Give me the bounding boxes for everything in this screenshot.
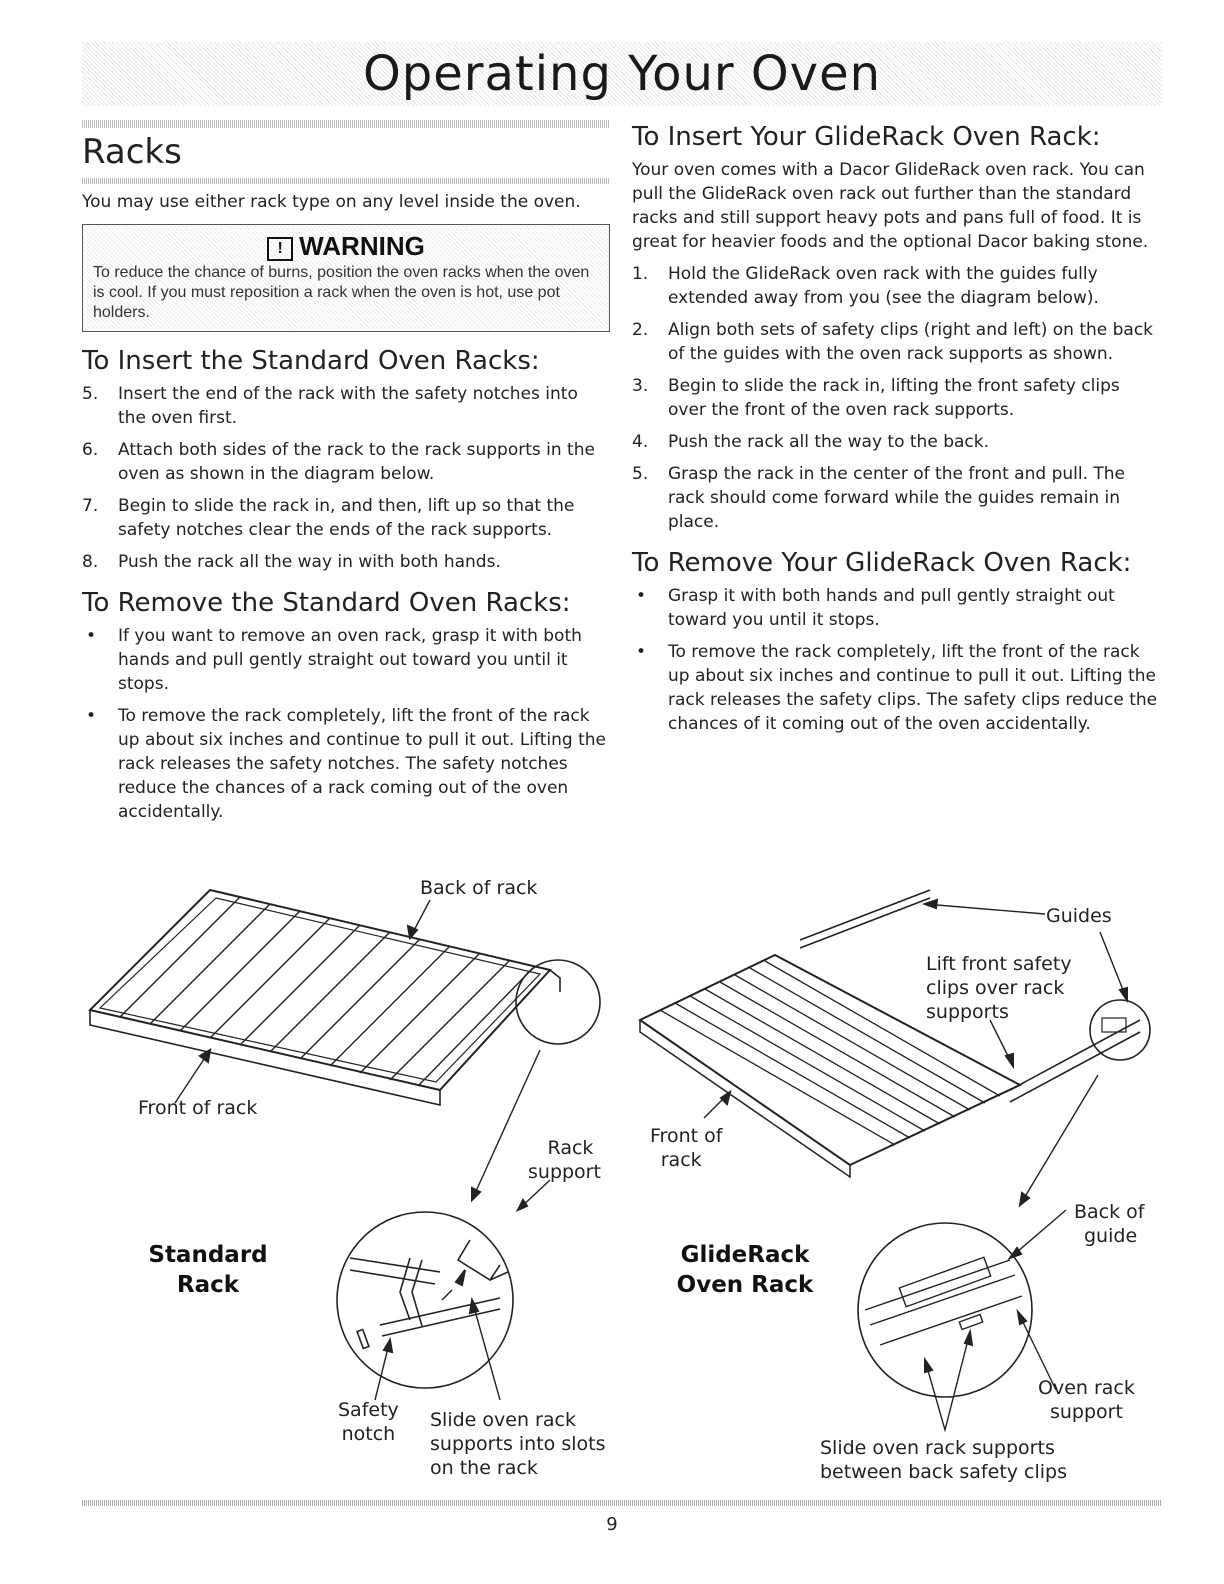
rack-frame [90, 890, 550, 1090]
back-guide-detail [858, 1223, 1032, 1397]
list-item: 4. Push the rack all the way to the back. [632, 432, 989, 452]
remove-standard-title: To Remove the Standard Oven Racks: [82, 588, 571, 618]
standard-rack-title: Standard Rack [148, 1242, 268, 1298]
warning-heading [93, 229, 599, 263]
section-rule [82, 120, 610, 128]
list-item: 5. Grasp the rack in the center of the front and pull. The rack should come forward while the guides remain in place. [632, 464, 1125, 532]
list-item: 7. Begin to slide the rack in, and then, lift up so that the safety notches clear the ends of the rack supports. [82, 496, 575, 540]
list-item: 2. Align both sets of safety clips (right and left) on the back of the guides with the oven rack supports as shown. [632, 320, 1154, 364]
guides-label: Guides [1046, 905, 1112, 927]
glide-intro: Your oven comes with a Dacor GlideRack oven rack. You can pull the GlideRack oven rack out further than the standard racks and still support heavy pots and pans full of food. It is great for heavier foods and the optional Dacor baking stone. [632, 160, 1149, 252]
remove-standard-bullets [82, 624, 610, 824]
slide-into-slots-label: Slide oven rack supports into slots on the rack [430, 1409, 606, 1479]
rack-support-detail [337, 1212, 513, 1388]
page-number: 9 [606, 1514, 618, 1535]
insert-standard-title: To Insert the Standard Oven Racks: [82, 346, 540, 376]
insert-glide-title: To Insert Your GlideRack Oven Rack: [632, 122, 1101, 152]
list-item: 1. Hold the GlideRack oven rack with the guides fully extended away from you (see the diagram below). [632, 264, 1099, 308]
insert-glide-steps [632, 262, 1162, 534]
glide-front-of-rack-label: Front of rack [650, 1125, 723, 1171]
warning-text: To reduce the chance of burns, position the oven racks when the oven is cool. If you must reposition a rack when the oven is hot, use pot holders. [93, 264, 590, 321]
list-item: 8. Push the rack all the way in with both hands. [82, 552, 501, 572]
list-item: • Grasp it with both hands and pull gently straight out toward you until it stops. [636, 586, 1115, 630]
section-title-racks: Racks [82, 132, 182, 172]
page-title: Operating Your Oven [362, 46, 882, 102]
list-item: 3. Begin to slide the rack in, lifting the front safety clips over the front of the oven rack supports. [632, 376, 1120, 420]
list-item: • To remove the rack completely, lift the front of the rack up about six inches and continue to pull it out. Lifting the rack releases the safety clips. The safety clips reduce the chances of it coming out of the oven accidentally. [636, 642, 1158, 734]
right-column [632, 120, 1162, 744]
insert-standard-steps [82, 382, 610, 574]
bullet-icon: • [636, 586, 647, 606]
page-header-banner [82, 42, 1162, 106]
bullet-icon: • [86, 706, 97, 726]
left-column [82, 120, 610, 832]
rack-support-label: Rack support [528, 1137, 601, 1183]
list-item: • If you want to remove an oven rack, grasp it with both hands and pull gently straight out toward you until it stops. [86, 626, 582, 694]
warning-label: WARNING [299, 231, 425, 261]
warning-icon: ! [267, 237, 293, 261]
remove-glide-bullets [632, 584, 1162, 736]
bullet-icon: • [636, 642, 647, 662]
slide-between-clips-label: Slide oven rack supports between back safety clips [820, 1437, 1068, 1483]
detail-circle [516, 960, 600, 1044]
lift-safety-clips-label: Lift front safety clips over rack supports [926, 953, 1072, 1023]
back-of-guide-label: Back of guide [1074, 1201, 1145, 1247]
gliderack-title: GlideRack Oven Rack [676, 1242, 814, 1298]
footer-rule [82, 1500, 1162, 1506]
safety-notch-label: Safety notch [338, 1399, 399, 1445]
remove-glide-title: To Remove Your GlideRack Oven Rack: [632, 548, 1132, 578]
section-divider [82, 178, 610, 184]
warning-box [82, 224, 610, 332]
guide-rail [800, 890, 930, 940]
list-item: • To remove the rack completely, lift the front of the rack up about six inches and continue to pull it out. Lifting the rack releases the safety notches. The safety notches reduce the chances of a rack coming out of the oven accidentally. [86, 706, 606, 822]
bullet-icon: • [86, 626, 97, 646]
racks-intro: You may use either rack type on any level inside the oven. [82, 192, 581, 212]
list-item: 6. Attach both sides of the rack to the rack supports in the oven as shown in the diagram below. [82, 440, 595, 484]
back-of-rack-label: Back of rack [420, 877, 538, 899]
oven-rack-support-label: Oven rack support [1038, 1377, 1135, 1423]
front-of-rack-label: Front of rack [138, 1097, 258, 1119]
list-item: 5. Insert the end of the rack with the safety notches into the oven first. [82, 384, 578, 428]
